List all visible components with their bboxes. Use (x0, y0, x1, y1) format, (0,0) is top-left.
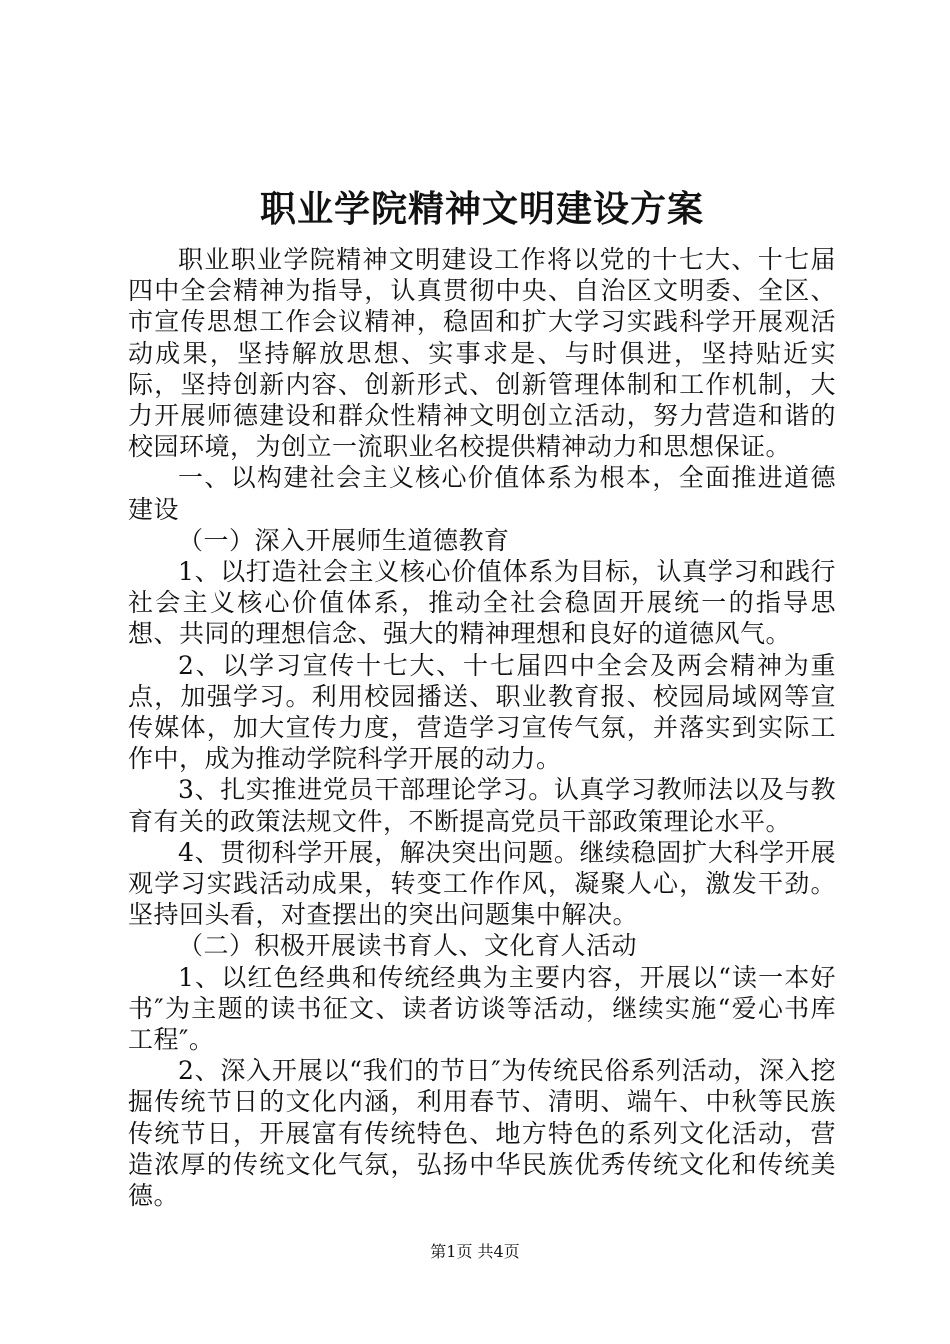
list-item: 1、以打造社会主义核心价值体系为目标，认真学习和践行社会主义核心价值体系，推动全社会稳固开展统一的指导思想、共同的理想信念、强大的精神理想和良好的道德风气。 (128, 557, 836, 649)
list-item: 2、以学习宣传十七大、十七届四中全会及两会精神为重点，加强学习。利用校园播送、职业教育报、校园局域网等宣传媒体，加大宣传力度，营造学习宣传气氛，并落实到实际工作中，成为推动学院科学开展的动力。 (128, 650, 836, 774)
section-heading-1: 一、以构建社会主义核心价值体系为根本，全面推进道德建设 (128, 463, 836, 524)
intro-paragraph: 职业职业学院精神文明建设工作将以党的十七大、十七届四中全会精神为指导，认真贯彻中央、自治区文明委、全区、市宣传思想工作会议精神，稳固和扩大学习实践科学开展观活动成果，坚持解放思想、实事求是、与时俱进，坚持贴近实际，坚持创新内容、创新形式、创新管理体制和工作机制，大力开展师德建设和群众性精神文明创立活动，努力营造和谐的校园环境，为创立一流职业名校提供精神动力和思想保证。 (128, 245, 836, 462)
list-item: 4、贯彻科学开展，解决突出问题。继续稳固扩大科学开展观学习实践活动成果，转变工作作风，凝聚人心，激发干劲。坚持回头看，对查摆出的突出问题集中解决。 (128, 837, 836, 930)
list-item: 3、扎实推进党员干部理论学习。认真学习教师法以及与教育有关的政策法规文件，不断提高党员干部政策理论水平。 (128, 775, 836, 836)
document-title: 职业学院精神文明建设方案 (259, 188, 704, 230)
list-item: 2、深入开展以“我们的节日″为传统民俗系列活动，深入挖掘传统节日的文化内涵，利用春节、清明、端午、中秋等民族传统节日，开展富有传统特色、地方特色的系列文化活动，营造浓厚的传统文化气氛，弘扬中华民族优秀传统文化和传统美德。 (128, 1056, 836, 1211)
document-page (128, 180, 836, 1211)
subsection-heading-2: （二）积极开展读书育人、文化育人活动 (178, 931, 638, 961)
subsection-heading-1: （一）深入开展师生道德教育 (178, 525, 510, 555)
page-footer: 第1页 共4页 (430, 1242, 520, 1261)
list-item: 1、以红色经典和传统经典为主要内容，开展以“读一本好书″为主题的读书征文、读者访谈等活动，继续实施“爱心书库工程″。 (128, 962, 836, 1055)
